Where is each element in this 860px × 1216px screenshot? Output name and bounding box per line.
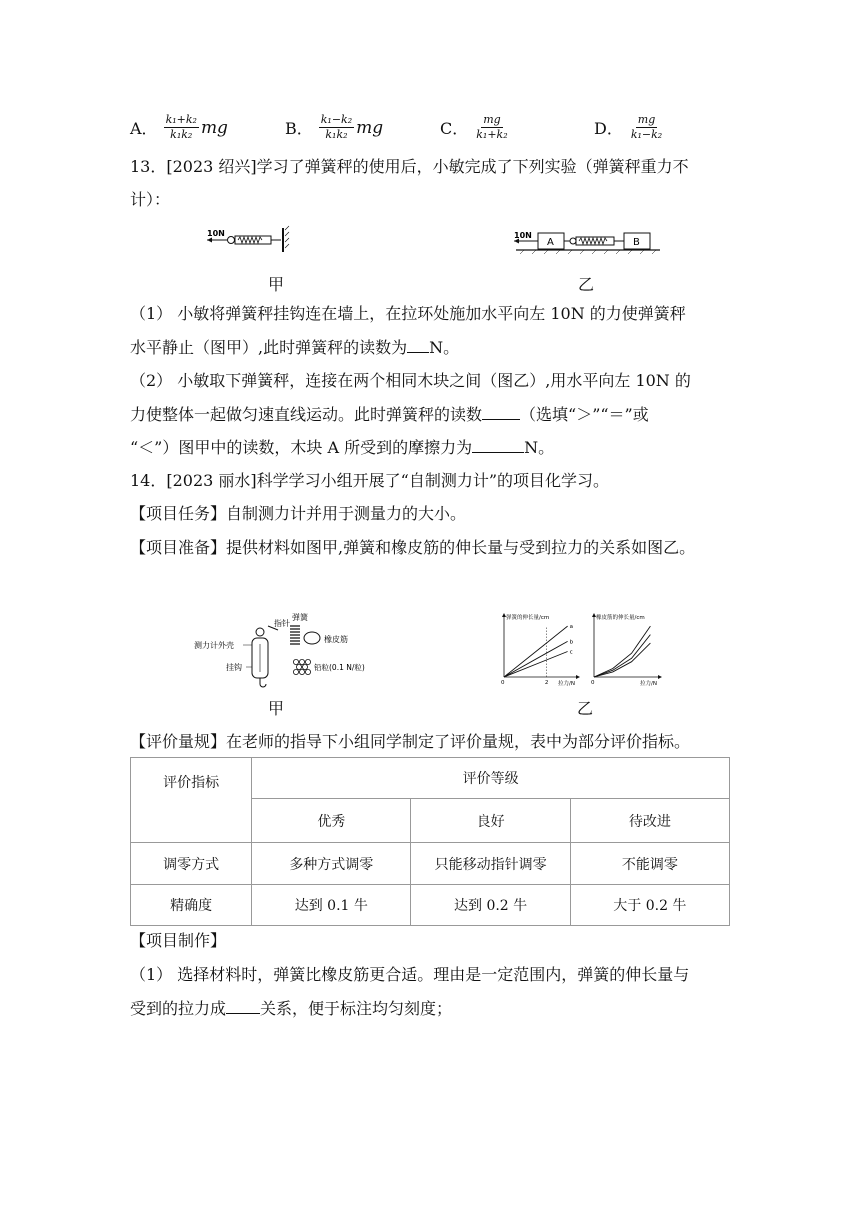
rubric-table — [130, 757, 730, 926]
table-cell: 不能调零 — [570, 843, 729, 885]
block-b-label: B — [633, 237, 640, 248]
q14-yi-caption: 乙 — [577, 699, 594, 718]
label-rubber-band: 橡皮筋 — [324, 635, 348, 644]
fraction-denominator: k₁+k₂ — [476, 128, 508, 141]
level-header-excellent: 优秀 — [252, 799, 411, 843]
x-axis-label: 拉力/N — [558, 681, 575, 687]
q14-make-title: 【项目制作】 — [130, 931, 227, 950]
q13-stem-line2: 计）： — [130, 190, 171, 209]
fraction-numerator: mg — [483, 113, 501, 126]
q13-figure-yi — [512, 228, 662, 256]
table-row — [131, 843, 730, 885]
q14-make-p1-line1: （1） 选择材料时，弹簧比橡皮筋更合适。理由是一定范围内，弹簧的伸长量与 — [130, 965, 690, 984]
option-fraction — [319, 114, 354, 141]
x-axis-label: 拉力/N — [640, 681, 657, 687]
answer-blank-1[interactable] — [407, 336, 429, 353]
hook-icon — [260, 678, 266, 687]
table-cell: 达到 0.1 牛 — [252, 885, 411, 926]
y-axis-label: 弹簧的伸长量/cm — [506, 615, 550, 621]
x-tick-label: 2 — [544, 680, 549, 686]
fraction-denominator: k₁k₂ — [170, 128, 193, 141]
q14-stem: 14．[2023 丽水]科学学习小组开展了“自制测力计”的项目化学习。 — [130, 471, 610, 490]
q12-option-a — [130, 114, 228, 141]
q12-option-b — [285, 114, 383, 141]
fraction-denominator: k₁k₂ — [325, 128, 348, 141]
q14-jia-caption: 甲 — [268, 699, 285, 718]
option-fraction — [629, 114, 664, 141]
fraction-numerator: k₁+k₂ — [165, 113, 197, 126]
ring-icon — [256, 628, 264, 636]
lead-pellets-icon — [293, 659, 310, 674]
rubber-band-icon — [304, 632, 320, 644]
q14-figure-jia-materials — [188, 612, 365, 688]
fraction-numerator: k₁−k₂ — [320, 113, 353, 126]
table-row — [131, 885, 730, 926]
q13-yi-force-label: 10N — [514, 231, 532, 240]
option-tail: mg — [356, 117, 384, 138]
q14-prep: 【项目准备】提供材料如图甲,弹簧和橡皮筋的伸长量与受到拉力的关系如图乙。 — [130, 538, 696, 557]
label-shell: 测力计外壳 — [194, 641, 234, 650]
q12-option-c — [440, 114, 510, 141]
series-label: c — [569, 649, 573, 656]
series-line-0-0 — [504, 626, 568, 677]
series-label: a — [569, 624, 574, 631]
row-name: 精确度 — [131, 885, 252, 926]
q12-option-d — [594, 114, 664, 141]
label-lead-pellets: 铅粒(0.1 N/粒) — [314, 663, 365, 672]
q14-rubric-intro: 【评价量规】在老师的指导下小组同学制定了评价量规，表中为部分评价指标。 — [130, 732, 691, 751]
col-indicator-header: 评价指标 — [131, 758, 252, 843]
series-label: b — [569, 639, 574, 646]
pull-ring-icon — [228, 237, 235, 244]
label-pointer: 指针 — [274, 619, 290, 628]
label-spring: 弹簧 — [292, 613, 308, 622]
q13-jia-force-label: 10N — [207, 229, 225, 238]
series-line-0-1 — [504, 641, 568, 677]
fraction-numerator: mg — [637, 113, 656, 126]
q13-yi-caption: 乙 — [578, 275, 595, 294]
label-hook: 挂钩 — [226, 663, 242, 672]
y-axis-label: 橡皮筋的伸长量/cm — [596, 615, 645, 621]
table-cell: 多种方式调零 — [252, 843, 411, 885]
q13-figure-jia — [205, 225, 295, 253]
force-arrow-head — [207, 238, 212, 243]
x-axis-arrow — [658, 675, 662, 679]
table-cell: 只能移动指针调零 — [411, 843, 570, 885]
option-label: B． — [285, 119, 313, 138]
answer-blank-3[interactable] — [472, 436, 524, 453]
table-cell: 大于 0.2 牛 — [570, 885, 729, 926]
block-a-label: A — [547, 237, 554, 248]
origin-label: 0 — [591, 680, 595, 686]
x-axis-arrow — [576, 675, 580, 679]
q13-jia-caption: 甲 — [268, 275, 285, 294]
table-cell: 达到 0.2 牛 — [411, 885, 570, 926]
q13-p1-line1: （1） 小敏将弹簧秤挂钩连在墙上，在拉环处施加水平向左 10N 的力使弹簧秤 — [130, 304, 686, 323]
series-line-1-2 — [594, 643, 650, 677]
option-fraction — [474, 114, 509, 141]
option-fraction — [164, 114, 199, 141]
series-line-0-2 — [504, 652, 568, 678]
spring-icon — [290, 626, 300, 644]
q13-p2-line3: “＜”）图甲中的读数，木块 A 所受到的摩擦力为 N。 — [130, 438, 555, 457]
series-line-1-1 — [594, 635, 650, 677]
q14-task: 【项目任务】自制测力计并用于测量力的大小。 — [130, 504, 467, 523]
option-label: C． — [440, 119, 469, 138]
level-header-good: 良好 — [411, 799, 570, 843]
q13-p1-line2: 水平静止（图甲）,此时弹簧秤的读数为 N。 — [130, 338, 460, 357]
option-label: D． — [594, 119, 623, 138]
q13-p2-line1: （2） 小敏取下弹簧秤，连接在两个相同木块之间（图乙）,用水平向左 10N 的 — [130, 371, 691, 390]
answer-blank-4[interactable] — [226, 997, 260, 1014]
q14-figure-yi-charts — [496, 605, 666, 687]
q13-stem-line1: 13．[2023 绍兴]学习了弹簧秤的使用后，小敏完成了下列实验（弹簧秤重力不 — [130, 157, 689, 176]
level-header-improve: 待改进 — [570, 799, 729, 843]
option-tail: mg — [200, 117, 228, 138]
q14-make-p1-line2: 受到的拉力成 关系，便于标注均匀刻度； — [130, 999, 453, 1018]
q13-p2-line2: 力使整体一起做匀速直线运动。此时弹簧秤的读数 （选填“＞”“＝”或 — [130, 405, 649, 424]
answer-blank-2[interactable] — [482, 403, 520, 420]
fraction-denominator: k₁−k₂ — [630, 128, 663, 141]
origin-label: 0 — [501, 680, 505, 686]
option-label: A． — [130, 119, 158, 138]
row-name: 调零方式 — [131, 843, 252, 885]
col-level-header: 评价等级 — [252, 758, 730, 799]
